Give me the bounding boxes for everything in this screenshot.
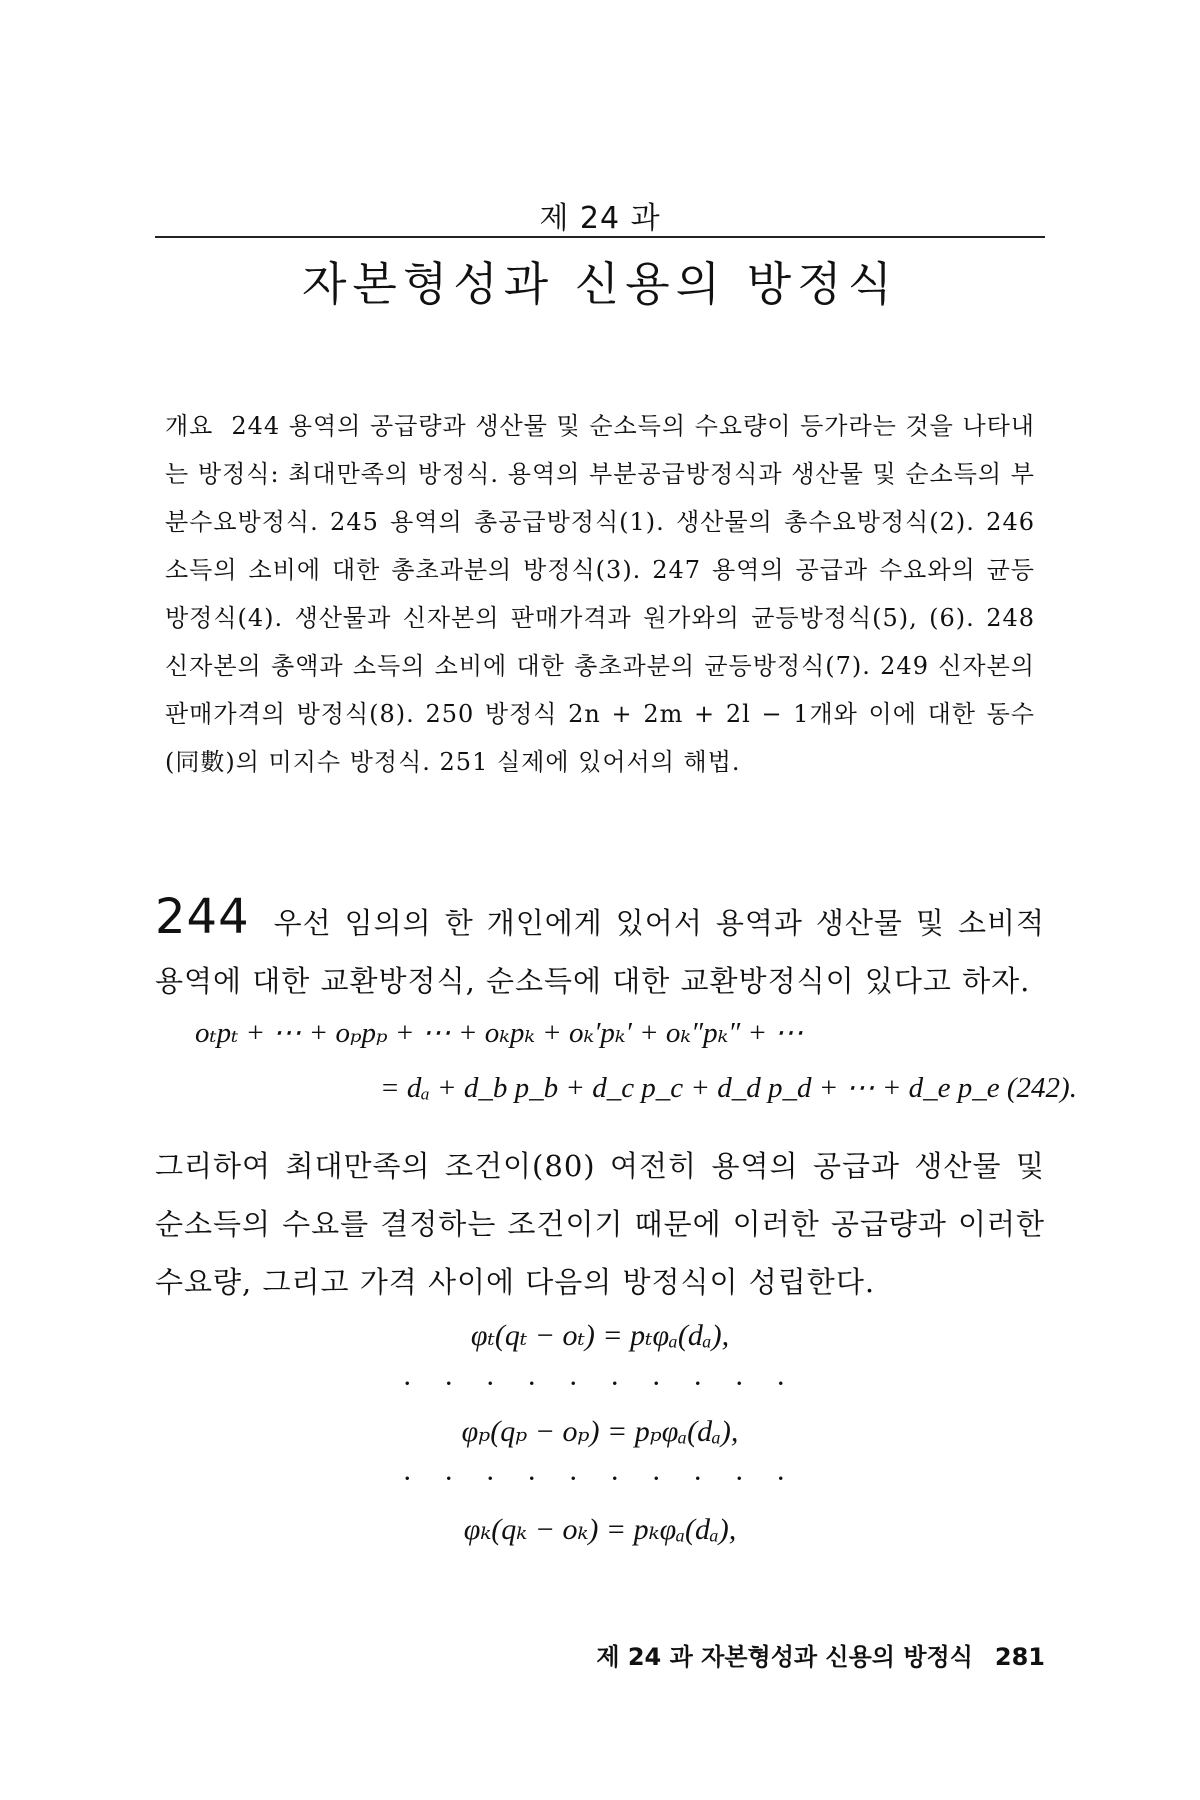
system-equation-1: φₜ(qₜ − oₜ) = pₜφₐ(dₐ), <box>470 1319 730 1352</box>
section-number: 244 <box>155 889 250 945</box>
paragraph-2: 그리하여 최대만족의 조건이(80) 여전히 용역의 공급과 생산물 및 순소득의 수요를 결정하는 조건이기 때문에 이러한 공급량과 이러한 수요량, 그리고 가격 사이에 다음의 방정식이 성립한다. <box>155 1149 1045 1299</box>
footer-running-title: 제 24 과 자본형성과 신용의 방정식 <box>596 1643 973 1671</box>
equation-242-line-1: oₜpₜ + ⋯ + oₚpₚ + ⋯ + oₖpₖ + oₖ′pₖ′ + oₖ″pₖ″ + ⋯ <box>195 1017 804 1049</box>
page-number: 281 <box>994 1643 1045 1671</box>
ellipsis-row-2: · · · · · · · · · · <box>402 1462 798 1495</box>
summary-label: 개요 <box>165 412 214 440</box>
section-244-paragraph <box>155 888 1045 1010</box>
chapter-label: 제 24 과 <box>539 201 661 236</box>
system-equation-2: φₚ(qₚ − oₚ) = pₚφₐ(dₐ), <box>461 1415 739 1448</box>
running-footer <box>596 1637 1045 1672</box>
page-title: 자본형성과 신용의 방정식 <box>301 257 899 311</box>
equation-242-line-2: = dₐ + d_b p_b + d_c p_c + d_d p_d + ⋯ + d_e p_e (242). <box>380 1072 1077 1104</box>
summary-text: 244 용역의 공급량과 생산물 및 순소득의 수요량이 등가라는 것을 나타내는 방정식: 최대만족의 방정식. 용역의 부분공급방정식과 생산물 및 순소득의 부분수요방정식. 245 용역의 총공급방정식(1). 생산물의 총수요방정식(2). 246 소득의 소비에 대한 총초과분의 방정식(3). 247 용역의 공급과 수요와의 균등방정식(4). 생산물과 신자본의 판매가격과 원가와의 균등방정식(5), (6). 248 신자본의 총액과 소득의 소비에 대한 총초과분의 균등방정식(7). 249 신자본의 판매가격의 방정식(8). 250 방정식 2n + 2m + 2l − 1개와 이에 대한 동수(同數)의 미지수 방정식. 251 실제에 있어서의 해법. <box>165 412 1035 776</box>
ellipsis-row-1: · · · · · · · · · · <box>402 1367 798 1400</box>
header-rule <box>155 236 1045 238</box>
chapter-summary <box>165 402 1035 786</box>
system-equation-3: φₖ(qₖ − oₖ) = pₖφₐ(dₐ), <box>463 1513 737 1546</box>
section-244-text: 우선 임의의 한 개인에게 있어서 용역과 생산물 및 소비적 용역에 대한 교환방정식, 순소득에 대한 교환방정식이 있다고 하자. <box>155 906 1045 998</box>
